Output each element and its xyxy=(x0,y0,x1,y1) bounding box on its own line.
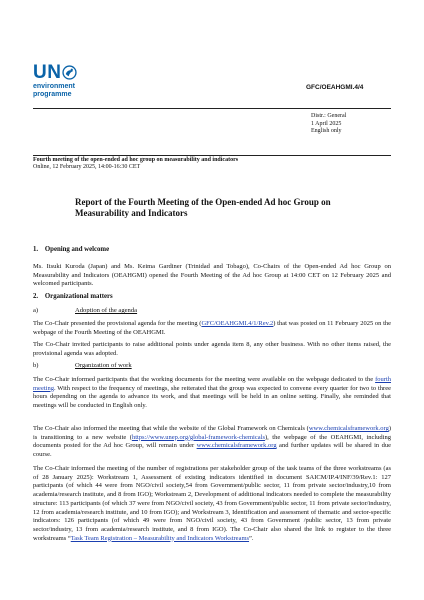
section-heading-opening: 1. Opening and welcome xyxy=(33,246,110,253)
task-team-registration-link[interactable]: Task Team Registration – Measurability and Indicators Workstreams xyxy=(70,534,250,542)
paragraph-working-documents: The Co-Chair informed participants that the working documents for the meeting were available on the webpage dedicated to the fourth meeting. With respect to the frequency of meetings, she reiterated that the group was expected to convene every quarter for two to three hours depending on the agenda to advance its work, and that meetings will be held in an online setting. Finally, she reminded that meetings will be conducted in English only. xyxy=(33,376,391,410)
chemicals-framework-link[interactable]: www.chemicalsframework.org xyxy=(308,425,389,432)
meeting-divider xyxy=(33,155,391,156)
document-date: 1 April 2025 xyxy=(311,120,342,127)
subsection-label: b) xyxy=(33,362,39,369)
logo-line-programme: programme xyxy=(33,90,72,98)
meeting-info-block xyxy=(33,157,243,172)
document-symbol: GFC/OEAHGMI.4/4 xyxy=(306,84,364,91)
distribution-text: Distr.: General xyxy=(311,113,347,119)
fourth-meeting-link[interactable]: fourth meeting xyxy=(33,376,391,392)
paragraph-opening: Ms. Itsuki Kuroda (Japan) and Ms. Keima Gardiner (Trinidad and Tobago), Co-Chairs of the Open-ended Ad hoc Group on Measurability and Indicators (OEAHGMI) opened the Fourth Meeting of the Ad hoc Group at 14:00 CET on 12 February 2025 and welcomed participants. xyxy=(33,263,391,288)
section-heading-organizational: 2. Organizational matters xyxy=(33,293,113,300)
logo-line-environment: environment xyxy=(33,83,76,90)
report-title: Report of the Fourth Meeting of the Open-ended Ad hoc Group on Measurability and Indicators xyxy=(75,197,331,218)
paragraph-agenda-presented: The Co-Chair presented the provisional agenda for the meeting (GFC/OEAHGMI.4/1/Rev.2) that was posted on 11 February 2025 on the webpage of the Fourth Meeting of the OEAHGMI. xyxy=(33,320,392,336)
meeting-title: Fourth meeting of the open-ended ad hoc group on measurability and indicators xyxy=(33,157,239,163)
meeting-date-info: Online, 12 February 2025, 14:00-16:30 CET xyxy=(33,164,141,171)
chemicals-framework-link-2[interactable]: www.chemicalsframework.org xyxy=(196,442,277,450)
paragraph-agenda-adopted: The Co-Chair invited participants to raise additional points under agenda item 8, any other business. With no other items raised, the provisional agenda was adopted. xyxy=(33,341,391,357)
document-language: English only xyxy=(311,128,342,134)
subsection-title: Organization of work xyxy=(75,362,132,369)
agenda-document-link[interactable]: GFC/OEAHGMI.4/1/Rev.2 xyxy=(201,320,274,327)
distribution-block xyxy=(311,113,346,136)
paragraph-registrations: The Co-Chair informed the meeting of the number of registrations per stakeholder group of the task teams of the three workstreams (as of 28 January 2025): Workstream 1, Assessment of existing indicators identified in document SAICM/IP.4/INF/39/Rev.1: 127 participants (of which 44 were from NGO/civil society,54 from Government/public sector, 11 from private sector/industry,10 from academia/research institute, and 8 from IGO); Workstream 2, Development of additional indicators needed to complete the measurability structure: 113 participants (of which 37 were from NGO/civil society, 43 from Government/public sector, 11 from private sector/industry, 12 from academia/research institute, and 10 from IGO); and Workstream 3, Identification and assessment of thematic and sector-specific indicators: 126 participants (of which 49 were from NGO/civil society, 43 from Government /public sector, 13 from private sector/industry, 13 from academia/research institute, and 8 from IGO). The Co-Chair also shared the link to register to the three workstreams “Task Team Registration – Measurability and Indicators Workstreams”. xyxy=(33,465,391,542)
subsection-organization-work xyxy=(33,362,132,369)
globe-icon xyxy=(62,65,77,80)
subsection-label: a) xyxy=(33,307,39,314)
unep-framework-link[interactable]: https://www.unep.org/global-framework-chemicals xyxy=(131,433,265,441)
unep-logo xyxy=(33,63,93,101)
subsection-adoption-agenda xyxy=(33,307,137,314)
header-divider xyxy=(33,108,391,109)
paragraph-website-transition: The Co-Chair also informed the meeting that while the website of the Global Framework on Chemicals (www.chemicalsframework.org) is transitioning to a new website (https://www.unep.org/global-framework-chemicals), the webpage of the OEAHGMI, including documents posted for the Ad hoc Group, will remain under www.chemicalsframework.org and further updates will be shared in due course. xyxy=(33,425,391,459)
subsection-title: Adoption of the agenda xyxy=(75,307,138,314)
logo-un-text: UN xyxy=(33,62,62,83)
